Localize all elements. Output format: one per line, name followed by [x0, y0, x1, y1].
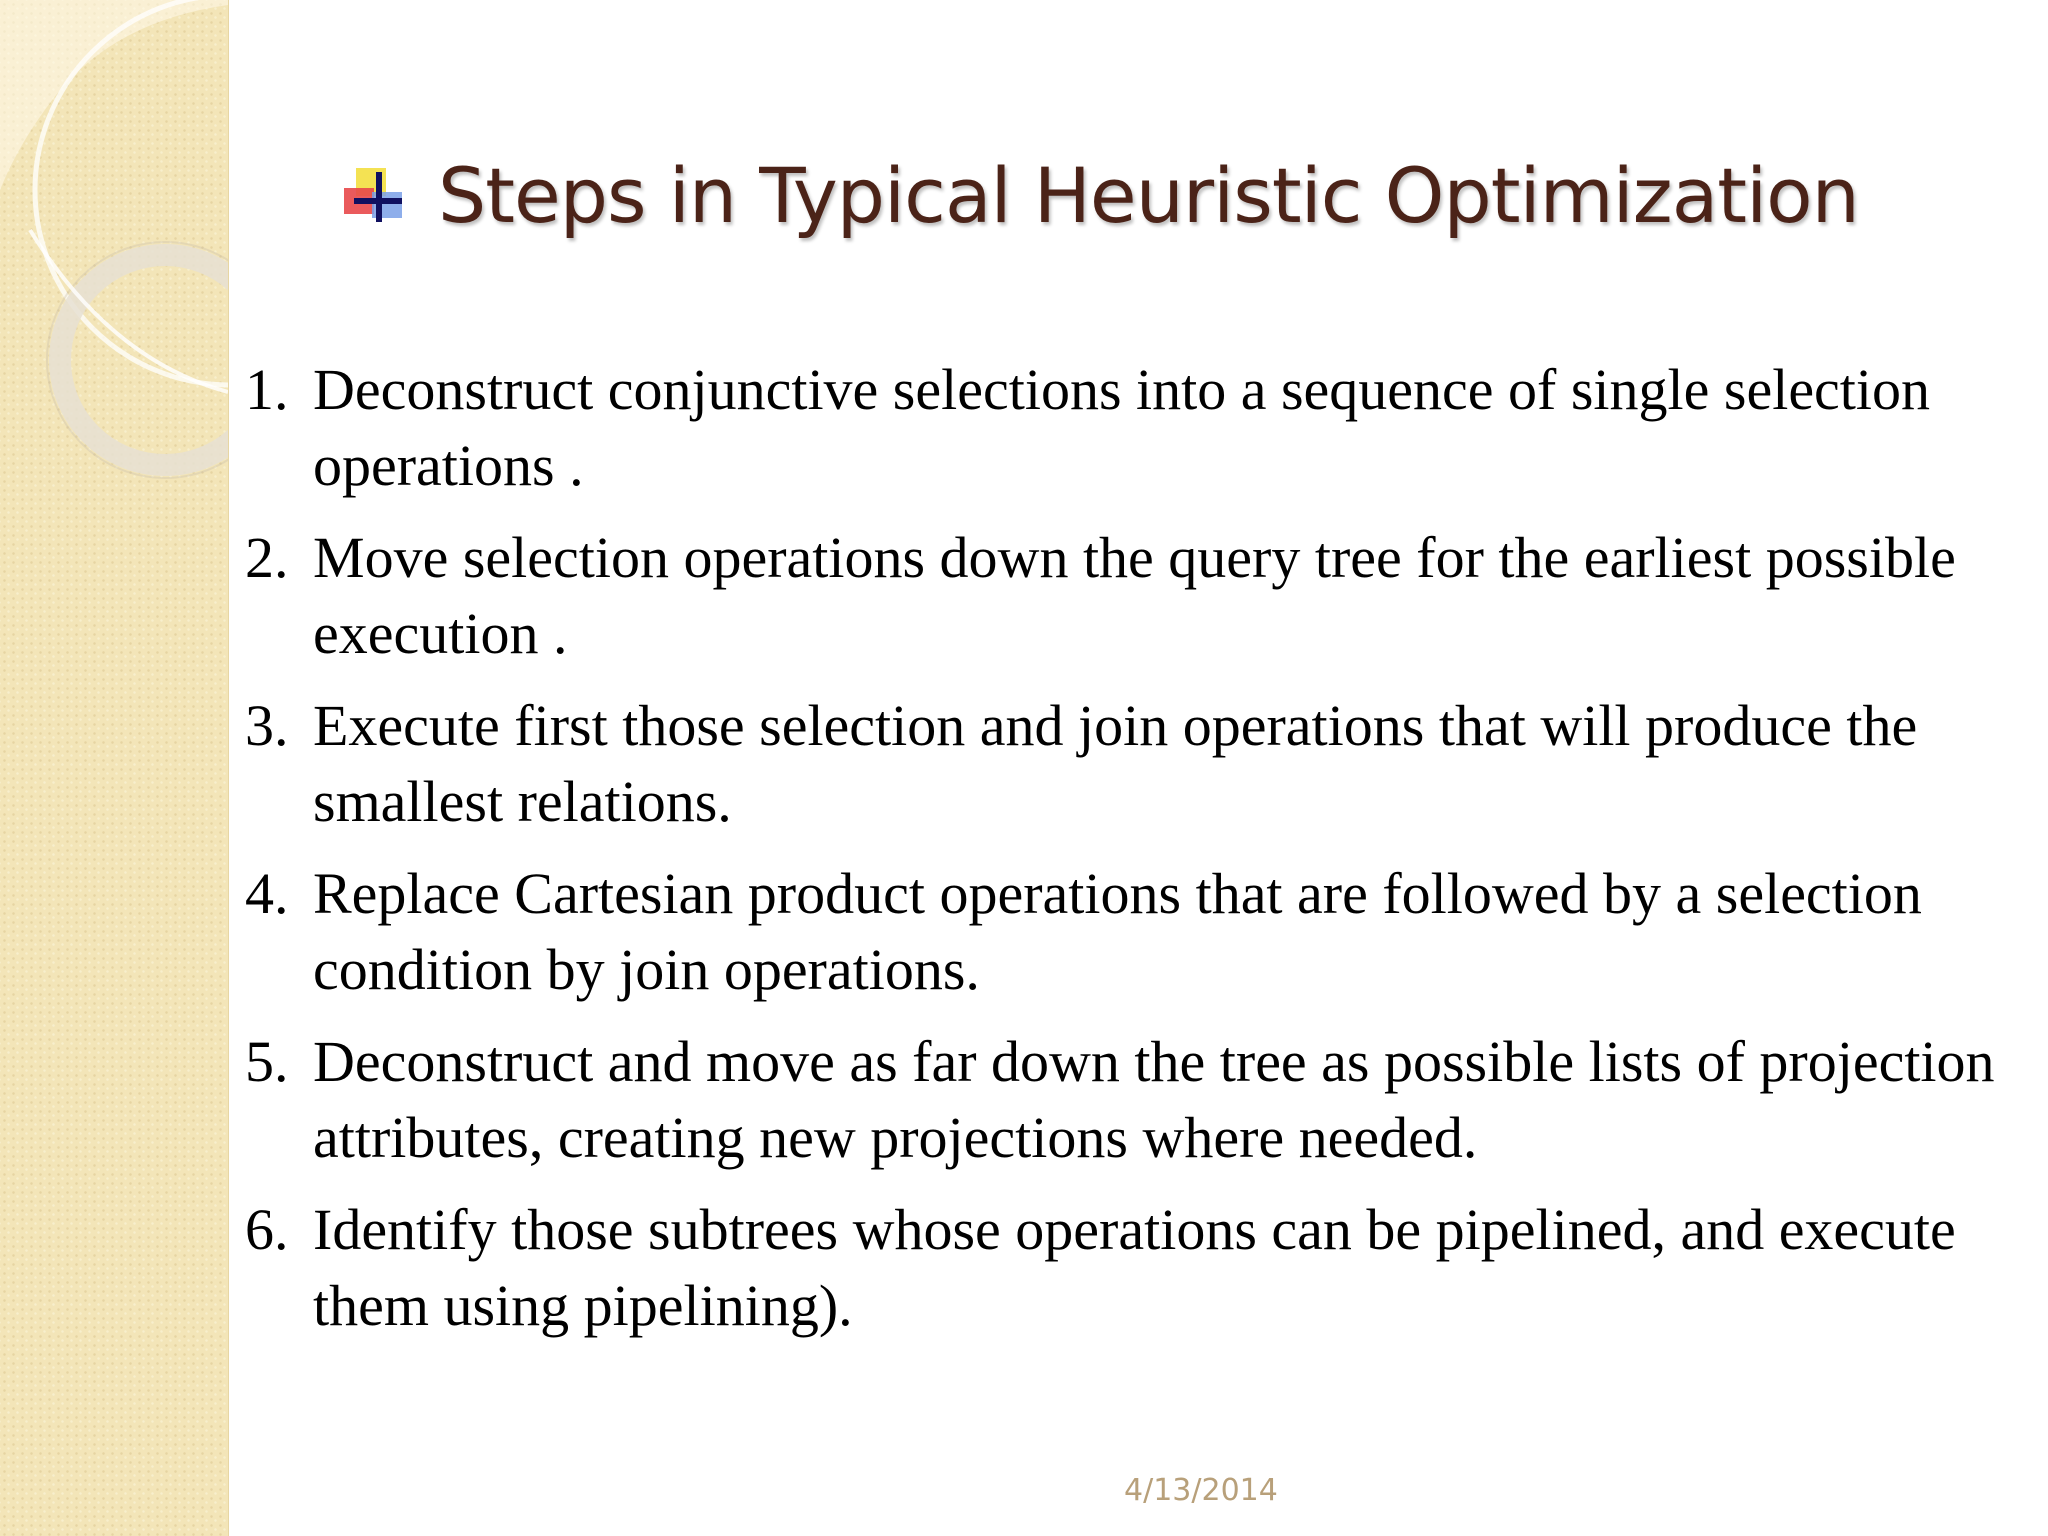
step-text: Deconstruct and move as far down the tree as possible lists of projection attributes, creating new projections where needed. — [313, 1029, 1995, 1170]
bullet-plus-icon — [342, 162, 408, 228]
list-item — [245, 688, 2005, 840]
decorative-rings — [0, 0, 228, 520]
slide-title: Steps in Typical Heuristic Optimization — [438, 150, 1859, 240]
step-text: Execute first those selection and join operations that will produce the smallest relations. — [313, 693, 1918, 834]
step-number: 4. — [245, 861, 289, 926]
steps-list — [245, 352, 2005, 1360]
list-item — [245, 352, 2005, 504]
step-text: Deconstruct conjunctive selections into a sequence of single selection operations . — [313, 357, 1931, 498]
list-item — [245, 856, 2005, 1008]
step-text: Move selection operations down the query tree for the earliest possible execution . — [313, 525, 1956, 666]
step-number: 2. — [245, 525, 289, 590]
list-item — [245, 520, 2005, 672]
list-item — [245, 1024, 2005, 1176]
footer-date: 4/13/2014 — [1124, 1473, 1278, 1508]
list-item — [245, 1192, 2005, 1344]
title-row — [342, 140, 1859, 250]
step-number: 6. — [245, 1197, 289, 1262]
decorative-sidebar — [0, 0, 229, 1536]
step-number: 1. — [245, 357, 289, 422]
step-number: 5. — [245, 1029, 289, 1094]
step-number: 3. — [245, 693, 289, 758]
step-text: Replace Cartesian product operations that are followed by a selection condition by join operations. — [313, 861, 1922, 1002]
step-text: Identify those subtrees whose operations can be pipelined, and execute them using pipelining). — [313, 1197, 1956, 1338]
